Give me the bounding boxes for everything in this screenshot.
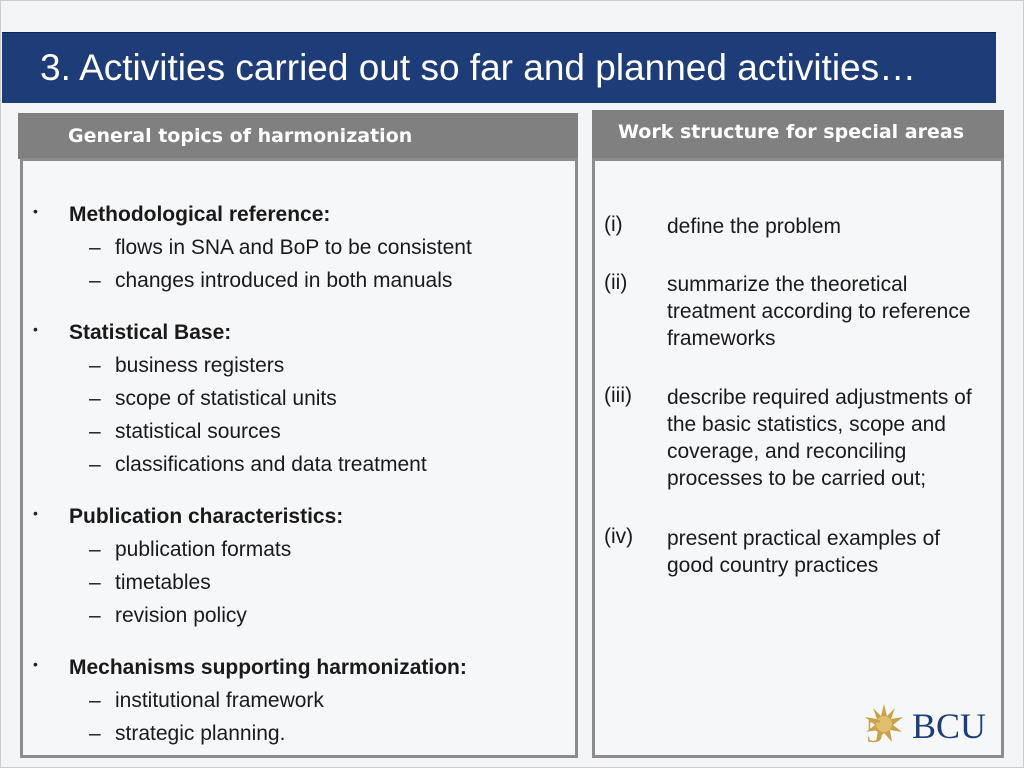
topic-title: Statistical Base: xyxy=(69,321,232,344)
bullet: • xyxy=(33,321,38,337)
work-item-number: (iii) xyxy=(604,384,632,407)
right-panel xyxy=(592,158,1004,758)
sub-item: – changes introduced in both manuals xyxy=(89,269,453,292)
topic-title: Publication characteristics: xyxy=(69,505,344,528)
sub-item: – classifications and data treatment xyxy=(89,453,427,476)
work-item-number: (ii) xyxy=(604,271,628,294)
sub-item: – revision policy xyxy=(89,604,247,627)
left-panel-header: General topics of harmonization xyxy=(18,113,578,159)
logo-number: 5 xyxy=(866,713,883,748)
topic-title: Mechanisms supporting harmonization: xyxy=(69,656,467,679)
bcu-logo-mark xyxy=(864,700,998,748)
bcu-logo xyxy=(864,700,998,748)
bullet: • xyxy=(33,203,38,219)
topic-title: Methodological reference: xyxy=(69,203,331,226)
work-item-text: present practical examples of good country practices xyxy=(667,527,941,577)
work-item-text: describe required adjustments of the basic statistics, scope and coverage, and reconciling processes to be carried out; xyxy=(667,386,972,490)
sub-item: – scope of statistical units xyxy=(89,387,337,410)
sub-item: – publication formats xyxy=(89,538,292,561)
logo-text: BCU xyxy=(912,706,987,746)
sub-item: – institutional framework xyxy=(89,689,324,712)
sub-item: – business registers xyxy=(89,354,285,377)
sub-item: – timetables xyxy=(89,571,211,594)
work-item-number: (iv) xyxy=(604,525,634,548)
slide-title: 3. Activities carried out so far and planned activities… xyxy=(40,47,917,88)
work-item-text: define the problem xyxy=(667,215,841,238)
sub-item: – strategic planning. xyxy=(89,722,286,745)
work-item-number: (i) xyxy=(604,213,623,236)
title-bar xyxy=(2,32,996,103)
bullet: • xyxy=(33,505,38,521)
right-panel-header: Work structure for special areas xyxy=(592,110,1004,158)
work-item-text: summarize the theoretical treatment according to reference frameworks xyxy=(667,273,971,350)
sub-item: – statistical sources xyxy=(89,420,281,443)
sub-item: – flows in SNA and BoP to be consistent xyxy=(89,236,472,259)
left-panel xyxy=(20,158,578,758)
bullet: • xyxy=(33,656,38,672)
